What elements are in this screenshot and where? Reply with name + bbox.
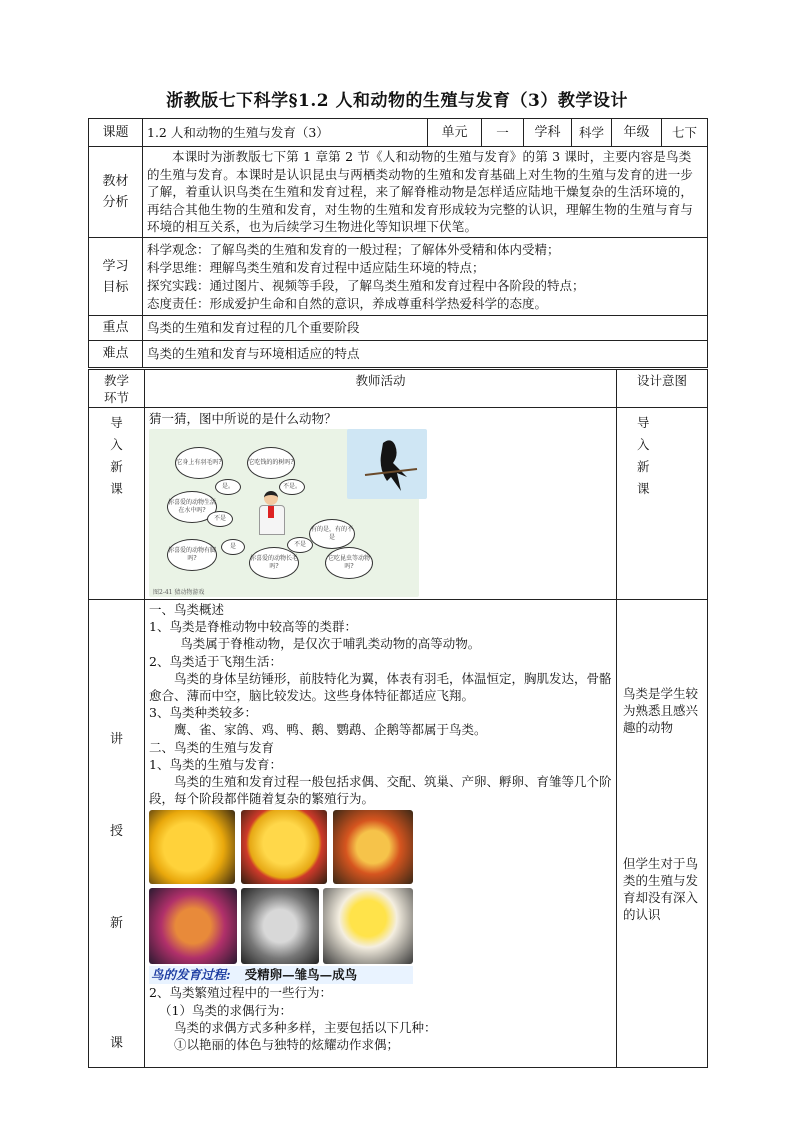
egg-image-1 <box>149 810 235 884</box>
topic-value: 1.2 人和动物的生殖与发育（3） <box>143 119 428 147</box>
difficulty-label: 难点 <box>89 341 143 368</box>
student-figure <box>257 491 285 539</box>
egg-image-3 <box>333 810 413 884</box>
intro-stage: 导 入 新 课 <box>89 408 145 600</box>
goals-label: 学习 目标 <box>89 238 143 316</box>
lecture-stage: 讲 授 新 课 <box>89 600 145 1068</box>
egg-image-5 <box>241 888 319 964</box>
unit-value: 一 <box>482 119 524 147</box>
key-point-label: 重点 <box>89 316 143 341</box>
unit-label: 单元 <box>428 119 482 147</box>
guess-animal-image: 它身上有羽毛吗? 它吃钱的的树吗? 是。 不是。 你喜爱的动物生活在水中吗? 不是 有的是，有的不是 你喜爱的动物有脚吗? 是 你喜爱的动物长毛吗? 不是 它吃昆虫等动物吗? 图2-41 猜动物游戏 <box>149 429 419 597</box>
difficulty-text: 鸟类的生殖和发育与环境相适应的特点 <box>143 341 708 368</box>
lecture-intent: 鸟类是学生较为熟悉且感兴趣的动物 但学生对于鸟类的生殖与发育却没有深入的认识 <box>617 600 708 1068</box>
grade-value: 七下 <box>662 119 708 147</box>
subject-value: 科学 <box>572 119 612 147</box>
intent-header: 设计意图 <box>617 370 708 408</box>
egg-image-4 <box>149 888 237 964</box>
image-caption: 图2-41 猜动物游戏 <box>153 589 205 596</box>
intro-activity <box>145 408 617 600</box>
teacher-header: 教师活动 <box>145 370 617 408</box>
analysis-text: 本课时为浙教版七下第 1 章第 2 节《人和动物的生殖与发育》的第 3 课时，主要内容是鸟类的生殖与发育。本课时是认识昆虫与两栖类动物的生殖和发育基础上对生物的生殖与发育的进一步了解，着重认识鸟类在生殖和发育过程，来了解脊椎动物是怎样适应陆地干燥复杂的生活环境的，再结合其他生物的生殖和发育，对生物的生殖和发育形成较为完整的认识，理解生物的生殖与育与环境的相互关系，也为后续学习生物进化等知识埋下伏笔。 <box>143 147 708 238</box>
swallow-image <box>347 429 427 499</box>
topic-label: 课题 <box>89 119 143 147</box>
goals-text: 科学观念：了解鸟类的生殖和发育的一般过程；了解体外受精和体内受精； 科学思维：理解鸟类生殖和发育过程中适应陆生环境的特点； 探究实践：通过图片、视频等手段，了解鸟类生殖和发育过程中各阶段的特点； 态度责任：形成爱护生命和自然的意识，养成尊重科学热爱科学的态度。 <box>143 238 708 316</box>
egg-image-2 <box>241 810 327 884</box>
analysis-label: 教材 分析 <box>89 147 143 238</box>
stage-header: 教学 环节 <box>89 370 145 408</box>
egg-development-images <box>149 810 612 984</box>
process-table <box>88 369 708 1068</box>
grade-label: 年级 <box>612 119 662 147</box>
intro-intent: 导 入 新 课 <box>617 408 708 600</box>
lecture-activity: 一、鸟类概述 1、鸟类是脊椎动物中较高等的类群： 鸟类属于脊椎动物，是仅次于哺乳类动物的高等动物。 2、鸟类适于飞翔生活： 鸟类的身体呈纺锤形，前肢特化为翼，体表有羽毛，体温恒定，胸肌发达，骨骼愈合、薄而中空，脑比较发达。这些身体特征都适应飞翔。 3、鸟类种类较多： 鹰、雀、家鸽、鸡、鸭、鹅、鹦鹉、企鹅等都属于鸟类。 二、鸟类的生殖与发育 1、鸟类的生殖与发育： 鸟类的生殖和发育过程一般包括求偶、交配、筑巢、产卵、孵卵、育雏等几个阶段，每个阶段都伴随着复杂的繁殖行为。 鸟的发育过程: 受精卵—雏鸟—成鸟 2、鸟类繁殖过程中的一些行为： （1）鸟类的求偶行为： 鸟类的求偶方式多种多样，主要包括以下几种： ①以艳丽的体色与独特的炫耀动作求偶； <box>145 600 617 1068</box>
page-title: 浙教版七下科学§1.2 人和动物的生殖与发育（3）教学设计 <box>166 91 628 111</box>
development-process-caption: 鸟的发育过程: 受精卵—雏鸟—成鸟 <box>149 966 413 984</box>
key-point-text: 鸟类的生殖和发育过程的几个重要阶段 <box>143 316 708 341</box>
chick-image <box>323 888 413 964</box>
info-table <box>88 118 708 368</box>
intro-question: 猜一猜，图中所说的是什么动物？ <box>149 411 337 426</box>
swallow-icon <box>347 429 427 499</box>
subject-label: 学科 <box>524 119 572 147</box>
